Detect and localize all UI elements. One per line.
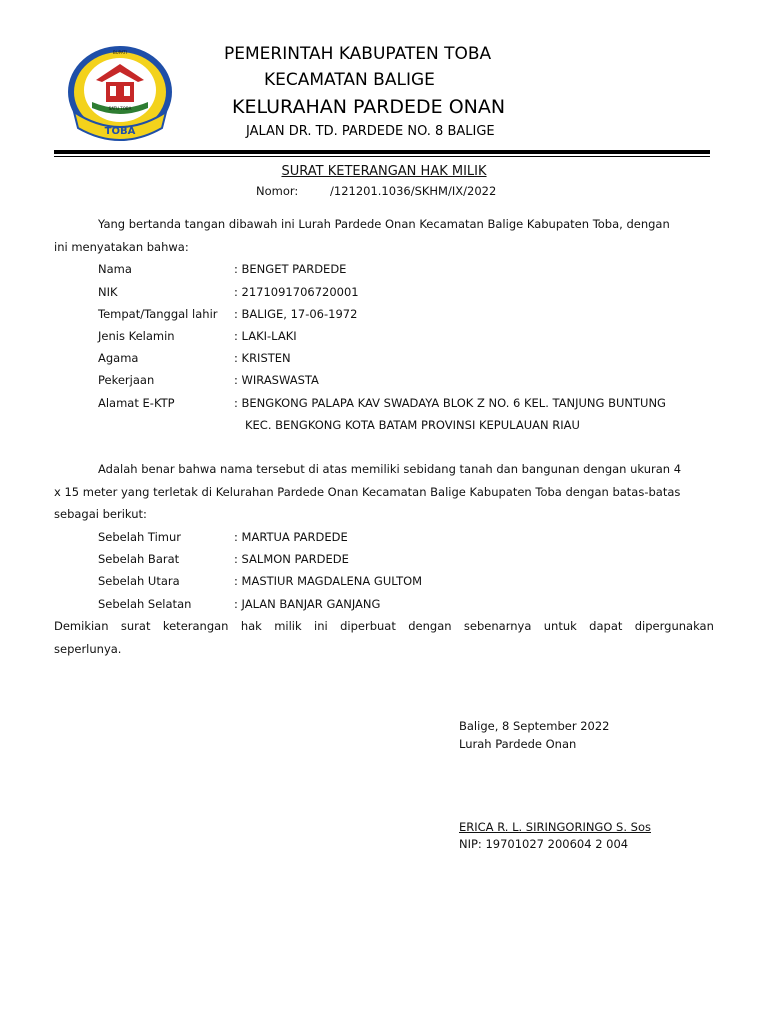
field-value-alamat: : BENGKONG PALAPA KAV SWADAYA BLOK Z NO. 6 KEL. TANJUNG BUNTUNG: [234, 396, 666, 410]
signature-name: ERICA R. L. SIRINGORINGO S. Sos: [459, 820, 651, 834]
intro-line-2: ini menyatakan bahwa:: [54, 240, 189, 254]
field-value-agama: : KRISTEN: [234, 351, 291, 365]
border-value-barat: : SALMON PARDEDE: [234, 552, 349, 566]
closing-word: milik: [274, 619, 302, 633]
closing-word: diperbuat: [340, 619, 396, 633]
signature-position: Lurah Pardede Onan: [459, 737, 577, 751]
statement-line-2: x 15 meter yang terletak di Kelurahan Pardede Onan Kecamatan Balige Kabupaten Toba dengan batas-batas: [54, 485, 681, 499]
field-label-jenis-kelamin: Jenis Kelamin: [98, 329, 175, 343]
nomor-value: /121201.1036/SKHM/IX/2022: [330, 184, 497, 198]
border-label-utara: Sebelah Utara: [98, 574, 180, 588]
field-value-nama: : BENGET PARDEDE: [234, 262, 347, 276]
field-value-jenis-kelamin: : LAKI-LAKI: [234, 329, 297, 343]
closing-line-1: [54, 619, 714, 633]
closing-word: sebenarnya: [463, 619, 532, 633]
statement-line-3: sebagai berikut:: [54, 507, 147, 521]
header-line-4: JALAN DR. TD. PARDEDE NO. 8 BALIGE: [246, 124, 495, 139]
header-rule-thick: [54, 150, 710, 154]
signature-place-date: Balige, 8 September 2022: [459, 719, 610, 733]
field-label-nama: Nama: [98, 262, 132, 276]
border-value-timur: : MARTUA PARDEDE: [234, 530, 348, 544]
closing-word: dapat: [589, 619, 623, 633]
field-label-agama: Agama: [98, 351, 139, 365]
header-line-3: KELURAHAN PARDEDE ONAN: [232, 96, 506, 118]
border-value-utara: : MASTIUR MAGDALENA GULTOM: [234, 574, 423, 588]
nomor-label: Nomor:: [256, 184, 299, 198]
border-label-selatan: Sebelah Selatan: [98, 597, 192, 611]
header-rule-thin: [54, 156, 710, 157]
closing-word: dipergunakan: [634, 619, 714, 633]
toba-emblem-icon: [64, 42, 176, 146]
document-title: SURAT KETERANGAN HAK MILIK: [281, 164, 487, 179]
field-label-alamat: Alamat E-KTP: [98, 396, 175, 410]
field-value-alamat-line-2: KEC. BENGKONG KOTA BATAM PROVINSI KEPULAUAN RIAU: [245, 418, 580, 432]
logo-scroll-text: TOBA: [104, 126, 136, 137]
field-value-pekerjaan: : WIRASWASTA: [234, 373, 319, 387]
field-label-ttl: Tempat/Tanggal lahir: [98, 307, 218, 321]
field-value-nik: : 2171091706720001: [234, 285, 359, 299]
logo-emblem-text: SATU TOBA: [108, 106, 132, 111]
logo-top-text: BUPATI: [113, 50, 127, 55]
closing-word: dengan: [408, 619, 452, 633]
closing-word: untuk: [543, 619, 577, 633]
closing-word: ini: [314, 619, 328, 633]
intro-line-1: Yang bertanda tangan dibawah ini Lurah Pardede Onan Kecamatan Balige Kabupaten Toba, dengan: [98, 217, 670, 231]
statement-line-1: Adalah benar bahwa nama tersebut di atas memiliki sebidang tanah dan bangunan dengan ukuran 4: [98, 462, 682, 476]
header-line-2: KECAMATAN BALIGE: [264, 70, 435, 90]
header-line-1: PEMERINTAH KABUPATEN TOBA: [224, 44, 492, 64]
closing-word: Demikian: [54, 619, 109, 633]
closing-line-2: seperlunya.: [54, 642, 122, 656]
field-value-ttl: : BALIGE, 17-06-1972: [234, 307, 358, 321]
border-value-selatan: : JALAN BANJAR GANJANG: [234, 597, 381, 611]
closing-word: hak: [240, 619, 262, 633]
closing-word: surat: [120, 619, 151, 633]
border-label-timur: Sebelah Timur: [98, 530, 182, 544]
field-label-nik: NIK: [98, 285, 118, 299]
toba-logo: [64, 42, 176, 146]
border-label-barat: Sebelah Barat: [98, 552, 180, 566]
closing-word: keterangan: [162, 619, 229, 633]
field-label-pekerjaan: Pekerjaan: [98, 373, 155, 387]
signature-nip: NIP: 19701027 200604 2 004: [459, 837, 629, 851]
